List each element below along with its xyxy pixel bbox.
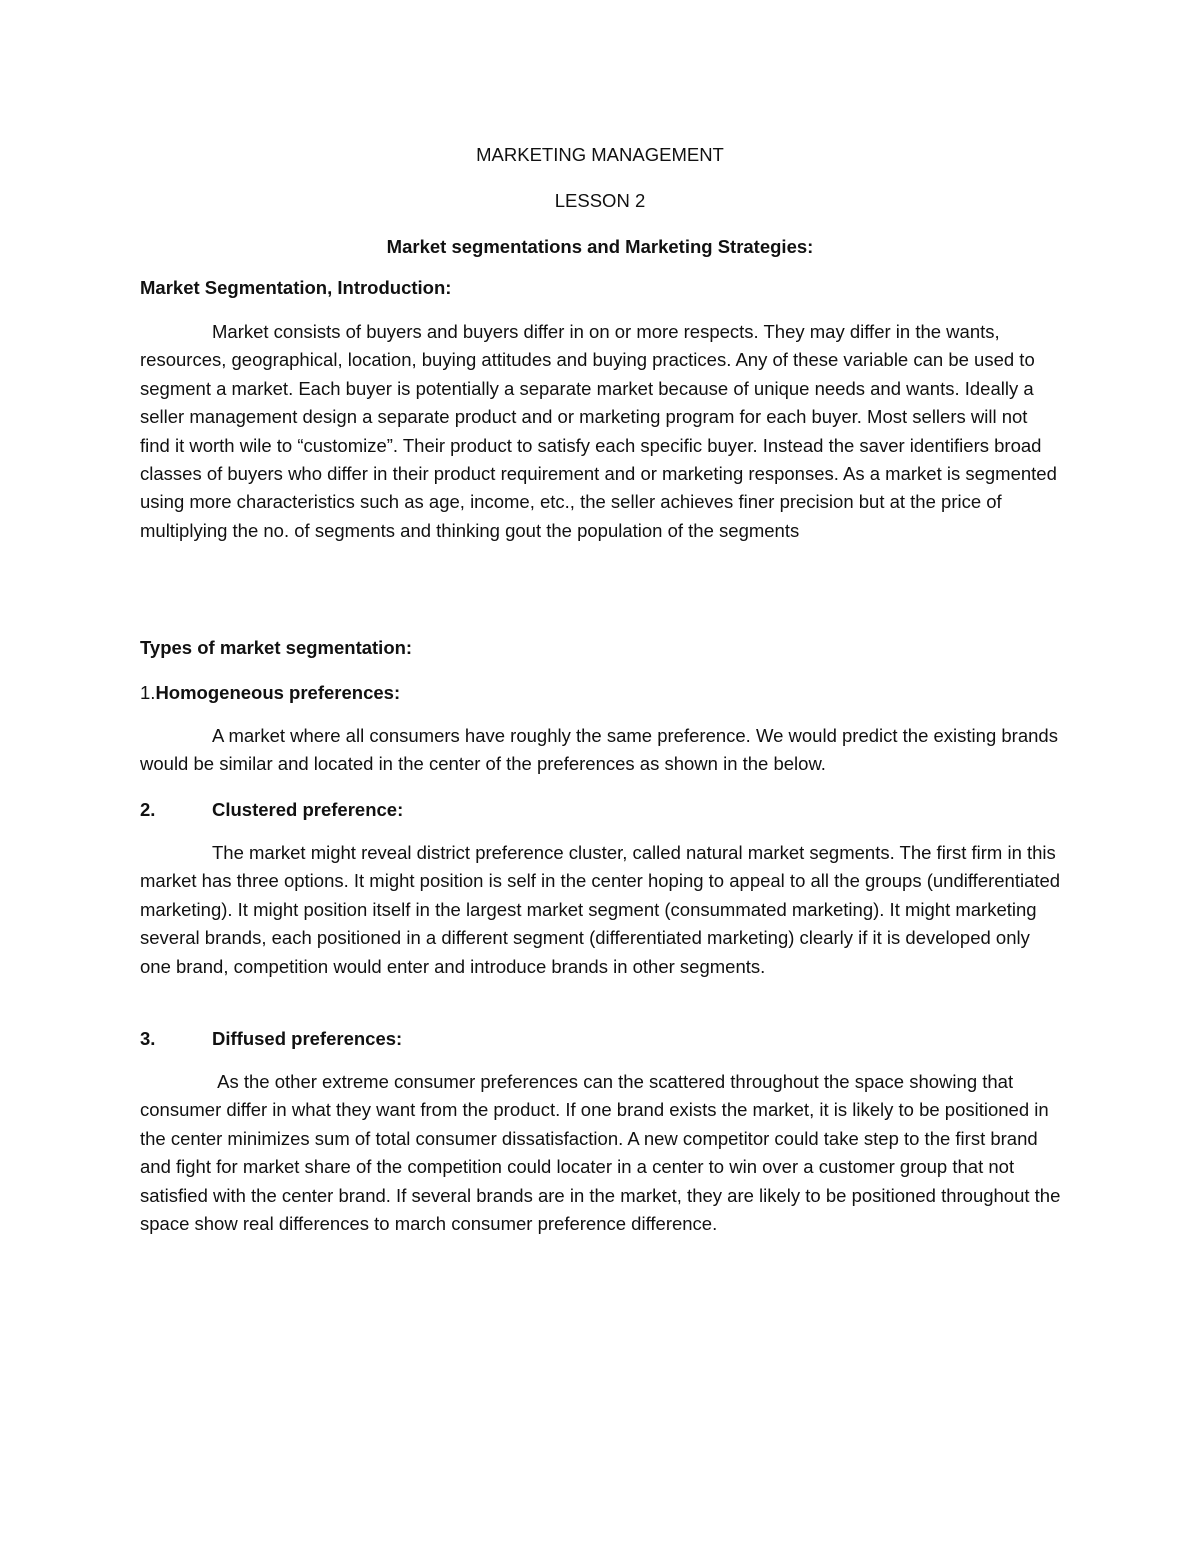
types-heading: Types of market segmentation: (140, 637, 413, 658)
section1-heading-row (140, 684, 400, 703)
document-subtitle: Market segmentations and Marketing Strategies: (386, 236, 814, 257)
section3-heading-row (140, 1030, 402, 1049)
section1-heading: Homogeneous preferences: (155, 682, 401, 703)
section3-number: 3. (140, 1028, 156, 1049)
section3-heading: Diffused preferences: (212, 1028, 403, 1049)
section1-paragraph: A market where all consumers have roughly the same preference. We would predict the existing brands would be similar and located in the center of the preferences as shown in the below. (140, 725, 1058, 775)
lesson-label: LESSON 2 (554, 190, 646, 211)
section2-heading-row (140, 801, 403, 820)
section1-number: 1. (140, 682, 156, 703)
section2-heading: Clustered preference: (212, 799, 404, 820)
section3-paragraph: As the other extreme consumer preferences can the scattered throughout the space showing that consumer differ in what they want from the product. If one brand exists the market, it is likely to be positioned in the center minimizes sum of total consumer dissatisfaction. A new competitor could take step to the first brand and fight for market share of the competition could locater in a center to win over a customer group that not satisfied with the center brand. If several brands are in the market, they are likely to be positioned throughout the space show real differences to march consumer preference difference. (140, 1071, 1066, 1235)
section2-number: 2. (140, 799, 156, 820)
intro-heading: Market Segmentation, Introduction: (140, 277, 452, 298)
document-title: MARKETING MANAGEMENT (476, 144, 724, 165)
section2-paragraph: The market might reveal district preference cluster, called natural market segments. The first firm in this market has three options. It might position is self in the center hoping to appeal to all the groups (undifferentiated marketing). It might position itself in the largest market segment (consummated marketing). It might marketing several brands, each positioned in a different segment (differentiated marketing) clearly if it is developed only one brand, competition would enter and introduce brands in other segments. (140, 842, 1061, 977)
intro-paragraph: Market consists of buyers and buyers differ in on or more respects. They may differ in the wants, resources, geographical, location, buying attitudes and buying practices. Any of these variable can be used to segment a market. Each buyer is potentially a separate market because of unique needs and wants. Ideally a seller management design a separate product and or marketing program for each buyer. Most sellers will not find it worth wile to “customize”. Their product to satisfy each specific buyer. Instead the saver identifiers broad classes of buyers who differ in their product requirement and or marketing responses. As a market is segmented using more characteristics such as age, income, etc., the seller achieves finer precision but at the price of multiplying the no. of segments and thinking gout the population of the segments (140, 321, 1057, 541)
